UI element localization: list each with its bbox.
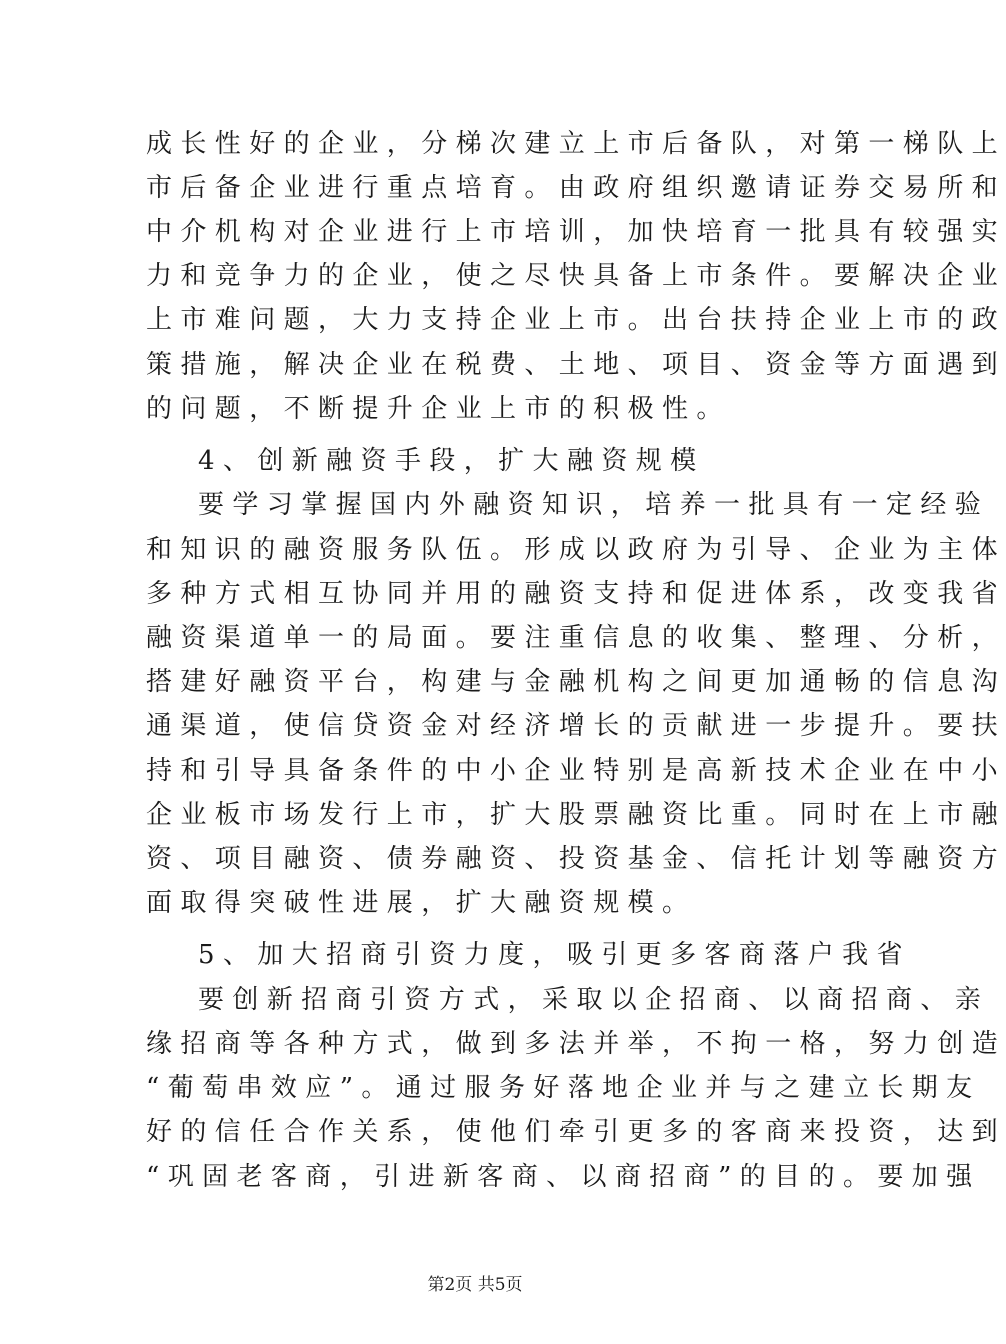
text-line: 上市难问题，大力支持企业上市。出台扶持企业上市的政 (146, 305, 1006, 335)
section-heading: 5、加大招商引资力度，吸引更多客商落户我省 (198, 940, 911, 970)
text-line: 要学习掌握国内外融资知识，培养一批具有一定经验 (198, 490, 990, 520)
text-line: “葡萄串效应”。通过服务好落地企业并与之建立长期友 (146, 1073, 981, 1103)
text-line: 多种方式相互协同并用的融资支持和促进体系，改变我省 (146, 579, 1006, 609)
text-line: 好的信任合作关系，使他们牵引更多的客商来投资，达到 (146, 1117, 1006, 1147)
text-line: 中介机构对企业进行上市培训，加快培育一批具有较强实 (146, 217, 1006, 247)
text-line: 资、项目融资、债券融资、投资基金、信托计划等融资方 (146, 844, 1006, 874)
text-line: 面取得突破性进展，扩大融资规模。 (146, 888, 697, 918)
text-line: “巩固老客商，引进新客商、以商招商”的目的。要加强 (146, 1162, 981, 1192)
text-line: 通渠道，使信贷资金对经济增长的贡献进一步提升。要扶 (146, 711, 1006, 741)
text-line: 的问题，不断提升企业上市的积极性。 (146, 394, 731, 424)
page-number-footer: 第2页 共5页 (427, 1275, 523, 1295)
text-line: 缘招商等各种方式，做到多法并举，不拘一格，努力创造 (146, 1029, 1006, 1059)
text-line: 市后备企业进行重点培育。由政府组织邀请证券交易所和 (146, 173, 1006, 203)
text-line: 融资渠道单一的局面。要注重信息的收集、整理、分析， (146, 623, 1006, 653)
text-line: 策措施，解决企业在税费、土地、项目、资金等方面遇到 (146, 350, 1006, 380)
text-line: 要创新招商引资方式，采取以企招商、以商招商、亲 (198, 985, 990, 1015)
text-line: 持和引导具备条件的中小企业特别是高新技术企业在中小 (146, 756, 1006, 786)
section-heading: 4、创新融资手段，扩大融资规模 (198, 446, 705, 476)
text-line: 力和竞争力的企业，使之尽快具备上市条件。要解决企业 (146, 261, 1006, 291)
text-line: 成长性好的企业，分梯次建立上市后备队，对第一梯队上 (146, 129, 1006, 159)
text-line: 和知识的融资服务队伍。形成以政府为引导、企业为主体 (146, 535, 1006, 565)
text-line: 搭建好融资平台，构建与金融机构之间更加通畅的信息沟 (146, 667, 1006, 697)
text-line: 企业板市场发行上市，扩大股票融资比重。同时在上市融 (146, 800, 1006, 830)
